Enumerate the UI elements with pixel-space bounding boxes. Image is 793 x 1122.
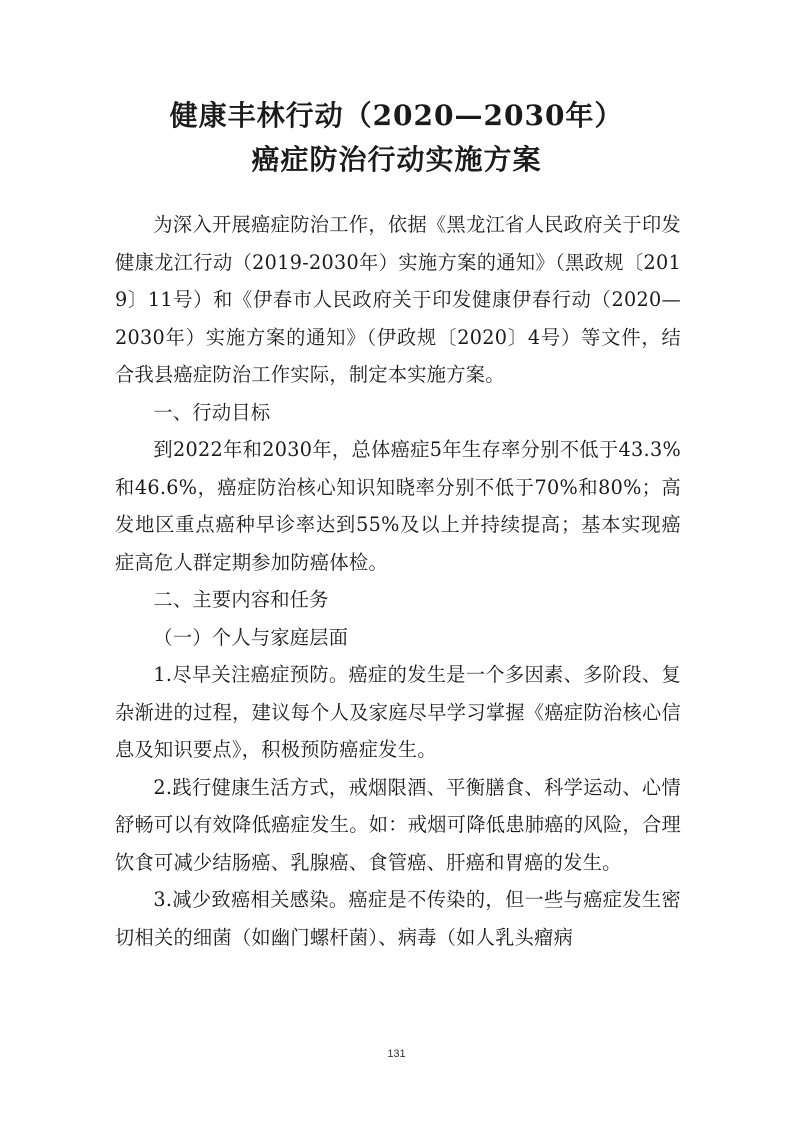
section-1-paragraph: 到2022年和2030年，总体癌症5年生存率分别不低于43.3%和46.6%，癌症防治核心知识知晓率分别不低于70%和80%；高发地区重点癌种早诊率达到55%及以上并持续提高；基本实现癌症高危人群定期参加防癌体检。 bbox=[115, 438, 681, 574]
page-number: 131 bbox=[387, 1048, 406, 1060]
document-title bbox=[0, 94, 793, 182]
item-1-paragraph: 1.尽早关注癌症预防。癌症的发生是一个多因素、多阶段、复杂渐进的过程，建议每个人及家庭尽早学习掌握《癌症防治核心信息及知识要点》，积极预防癌症发生。 bbox=[115, 663, 681, 761]
item-3-paragraph: 3.减少致癌相关感染。癌症是不传染的，但一些与癌症发生密切相关的细菌（如幽门螺杆菌）、病毒（如人乳头瘤病 bbox=[115, 888, 681, 949]
title-line-2: 癌症防治行动实施方案 bbox=[251, 143, 542, 176]
section-1-heading: 一、行动目标 bbox=[153, 400, 271, 424]
intro-paragraph: 为深入开展癌症防治工作，依据《黑龙江省人民政府关于印发健康龙江行动（2019-2030年）实施方案的通知》（黑政规〔2019〕11号）和《伊春市人民政府关于印发健康伊春行动（2020—2030年）实施方案的通知》（伊政规〔2020〕4号）等文件，结合我县癌症防治工作实际，制定本实施方案。 bbox=[115, 213, 681, 386]
document-body bbox=[115, 206, 681, 956]
title-line-1: 健康丰林行动（2020—2030年） bbox=[169, 99, 624, 132]
section-2-heading: 二、主要内容和任务 bbox=[153, 588, 329, 611]
subsection-1-heading: （一）个人与家庭层面 bbox=[153, 625, 349, 649]
item-2-paragraph: 2.践行健康生活方式，戒烟限酒、平衡膳食、科学运动、心情舒畅可以有效降低癌症发生。如：戒烟可降低患肺癌的风险，合理饮食可减少结肠癌、乳腺癌、食管癌、肝癌和胃癌的发生。 bbox=[115, 775, 681, 874]
